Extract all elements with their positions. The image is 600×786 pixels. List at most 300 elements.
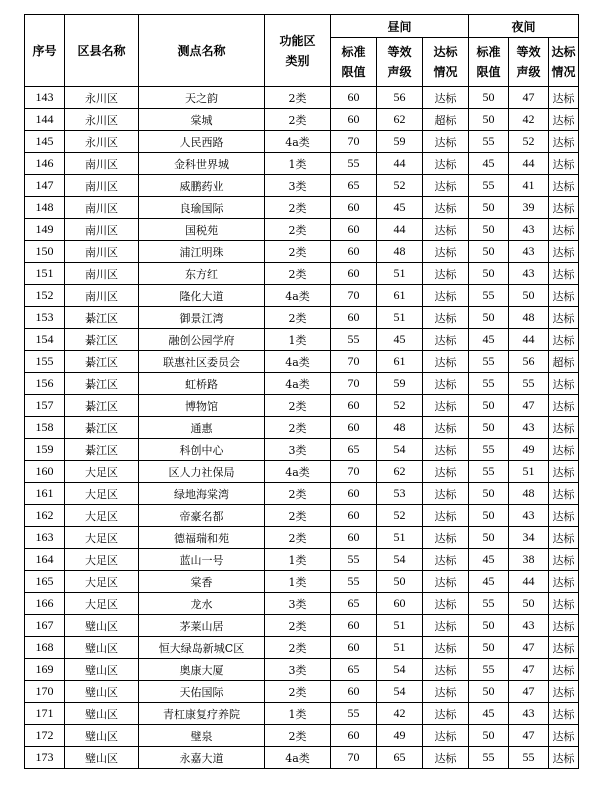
day-limit-cell: 60	[331, 197, 377, 219]
night-level-cell: 43	[509, 703, 549, 725]
district-cell: 南川区	[65, 263, 139, 285]
function-zone-cell: 2类	[265, 417, 331, 439]
day-status-cell: 达标	[423, 175, 469, 197]
function-zone-cell: 4a类	[265, 351, 331, 373]
night-limit-cell: 55	[469, 175, 509, 197]
function-zone-cell: 2类	[265, 241, 331, 263]
function-zone-cell: 2类	[265, 87, 331, 109]
site-cell: 威鹏药业	[139, 175, 265, 197]
district-cell: 綦江区	[65, 395, 139, 417]
day-status-cell: 达标	[423, 461, 469, 483]
table-row	[25, 109, 579, 131]
day-limit-cell: 60	[331, 681, 377, 703]
night-limit-cell: 50	[469, 527, 509, 549]
site-cell: 青杠康复疗养院	[139, 703, 265, 725]
night-status-cell: 达标	[549, 153, 579, 175]
night-limit-cell: 55	[469, 131, 509, 153]
table-body	[25, 87, 579, 769]
day-status-cell: 达标	[423, 527, 469, 549]
night-limit-cell: 50	[469, 263, 509, 285]
seq-cell: 152	[25, 285, 65, 307]
day-limit-cell: 60	[331, 417, 377, 439]
night-limit-cell: 45	[469, 549, 509, 571]
day-limit-cell: 60	[331, 87, 377, 109]
day-limit-cell: 60	[331, 307, 377, 329]
night-level-cell: 43	[509, 417, 549, 439]
night-level-cell: 55	[509, 747, 549, 769]
day-level-cell: 51	[377, 263, 423, 285]
function-zone-cell: 4a类	[265, 285, 331, 307]
day-status-cell: 达标	[423, 703, 469, 725]
night-level-cell: 48	[509, 483, 549, 505]
night-status-cell: 达标	[549, 87, 579, 109]
night-status-cell: 达标	[549, 417, 579, 439]
seq-cell: 163	[25, 527, 65, 549]
function-zone-cell: 4a类	[265, 373, 331, 395]
header-night-level: 等效 声级	[509, 38, 549, 87]
night-level-cell: 49	[509, 439, 549, 461]
day-status-cell: 达标	[423, 505, 469, 527]
day-status-cell: 达标	[423, 241, 469, 263]
night-limit-cell: 55	[469, 373, 509, 395]
night-level-cell: 42	[509, 109, 549, 131]
district-cell: 璧山区	[65, 747, 139, 769]
function-zone-cell: 1类	[265, 549, 331, 571]
function-zone-cell: 2类	[265, 219, 331, 241]
day-level-cell: 50	[377, 571, 423, 593]
day-limit-cell: 65	[331, 175, 377, 197]
site-cell: 浦江明珠	[139, 241, 265, 263]
function-zone-cell: 2类	[265, 109, 331, 131]
table-row	[25, 263, 579, 285]
table-row	[25, 549, 579, 571]
district-cell: 大足区	[65, 549, 139, 571]
seq-cell: 160	[25, 461, 65, 483]
site-cell: 恒大绿岛新城C区	[139, 637, 265, 659]
night-limit-cell: 50	[469, 219, 509, 241]
function-zone-cell: 3类	[265, 659, 331, 681]
district-cell: 南川区	[65, 153, 139, 175]
day-level-cell: 60	[377, 593, 423, 615]
site-cell: 天之韵	[139, 87, 265, 109]
day-level-cell: 59	[377, 131, 423, 153]
seq-cell: 173	[25, 747, 65, 769]
day-level-cell: 51	[377, 527, 423, 549]
day-limit-cell: 55	[331, 703, 377, 725]
function-zone-cell: 3类	[265, 439, 331, 461]
day-level-cell: 54	[377, 659, 423, 681]
day-status-cell: 达标	[423, 351, 469, 373]
day-status-cell: 达标	[423, 219, 469, 241]
table-row	[25, 219, 579, 241]
night-status-cell: 达标	[549, 527, 579, 549]
seq-cell: 162	[25, 505, 65, 527]
district-cell: 綦江区	[65, 439, 139, 461]
day-status-cell: 达标	[423, 329, 469, 351]
night-status-cell: 达标	[549, 571, 579, 593]
day-status-cell: 达标	[423, 615, 469, 637]
table-row	[25, 527, 579, 549]
night-status-cell: 达标	[549, 307, 579, 329]
district-cell: 大足区	[65, 593, 139, 615]
table-row	[25, 439, 579, 461]
night-limit-cell: 45	[469, 703, 509, 725]
day-status-cell: 达标	[423, 659, 469, 681]
day-level-cell: 62	[377, 461, 423, 483]
table-row	[25, 395, 579, 417]
night-limit-cell: 55	[469, 659, 509, 681]
night-level-cell: 47	[509, 681, 549, 703]
day-limit-cell: 65	[331, 659, 377, 681]
night-status-cell: 达标	[549, 395, 579, 417]
table-row	[25, 483, 579, 505]
night-level-cell: 43	[509, 263, 549, 285]
night-status-cell: 达标	[549, 593, 579, 615]
night-level-cell: 48	[509, 307, 549, 329]
day-level-cell: 45	[377, 197, 423, 219]
night-level-cell: 47	[509, 725, 549, 747]
function-zone-cell: 2类	[265, 527, 331, 549]
day-level-cell: 51	[377, 307, 423, 329]
district-cell: 璧山区	[65, 615, 139, 637]
seq-cell: 172	[25, 725, 65, 747]
header-night-limit: 标准 限值	[469, 38, 509, 87]
day-level-cell: 54	[377, 439, 423, 461]
day-status-cell: 达标	[423, 681, 469, 703]
day-level-cell: 56	[377, 87, 423, 109]
day-level-cell: 49	[377, 725, 423, 747]
header-seq: 序号	[25, 15, 65, 87]
district-cell: 璧山区	[65, 725, 139, 747]
day-limit-cell: 60	[331, 219, 377, 241]
day-level-cell: 51	[377, 615, 423, 637]
day-limit-cell: 70	[331, 285, 377, 307]
table-row	[25, 417, 579, 439]
night-status-cell: 达标	[549, 241, 579, 263]
function-zone-cell: 4a类	[265, 747, 331, 769]
function-zone-cell: 3类	[265, 175, 331, 197]
day-level-cell: 54	[377, 681, 423, 703]
district-cell: 綦江区	[65, 351, 139, 373]
function-zone-cell: 2类	[265, 307, 331, 329]
district-cell: 大足区	[65, 571, 139, 593]
night-limit-cell: 55	[469, 747, 509, 769]
table-row	[25, 329, 579, 351]
night-limit-cell: 50	[469, 87, 509, 109]
header-func-line2: 类别	[285, 53, 310, 68]
seq-cell: 149	[25, 219, 65, 241]
district-cell: 綦江区	[65, 417, 139, 439]
header-day-status: 达标 情况	[423, 38, 469, 87]
night-limit-cell: 50	[469, 395, 509, 417]
district-cell: 南川区	[65, 197, 139, 219]
district-cell: 南川区	[65, 219, 139, 241]
district-cell: 綦江区	[65, 329, 139, 351]
site-cell: 联惠社区委员会	[139, 351, 265, 373]
day-status-cell: 达标	[423, 285, 469, 307]
night-level-cell: 51	[509, 461, 549, 483]
seq-cell: 145	[25, 131, 65, 153]
night-status-cell: 达标	[549, 285, 579, 307]
seq-cell: 161	[25, 483, 65, 505]
table-row	[25, 285, 579, 307]
seq-cell: 168	[25, 637, 65, 659]
night-status-cell: 达标	[549, 109, 579, 131]
night-level-cell: 50	[509, 285, 549, 307]
seq-cell: 167	[25, 615, 65, 637]
night-limit-cell: 50	[469, 241, 509, 263]
day-status-cell: 达标	[423, 549, 469, 571]
night-limit-cell: 45	[469, 571, 509, 593]
district-cell: 大足区	[65, 505, 139, 527]
night-status-cell: 达标	[549, 637, 579, 659]
day-status-cell: 达标	[423, 307, 469, 329]
header-func-line1: 功能区	[279, 33, 316, 48]
night-level-cell: 52	[509, 131, 549, 153]
table-row	[25, 571, 579, 593]
day-limit-cell: 70	[331, 747, 377, 769]
day-status-cell: 达标	[423, 483, 469, 505]
header-site: 测点名称	[139, 15, 265, 87]
day-status-cell: 达标	[423, 373, 469, 395]
site-cell: 龙水	[139, 593, 265, 615]
header-day: 昼间	[331, 15, 469, 38]
night-level-cell: 43	[509, 505, 549, 527]
district-cell: 璧山区	[65, 703, 139, 725]
night-level-cell: 47	[509, 637, 549, 659]
table-row	[25, 175, 579, 197]
day-limit-cell: 60	[331, 637, 377, 659]
header-night: 夜间	[469, 15, 579, 38]
night-level-cell: 44	[509, 153, 549, 175]
header-night-status: 达标 情况	[549, 38, 579, 87]
night-level-cell: 38	[509, 549, 549, 571]
night-status-cell: 达标	[549, 329, 579, 351]
header-function-zone	[265, 15, 331, 87]
seq-cell: 156	[25, 373, 65, 395]
day-level-cell: 61	[377, 351, 423, 373]
seq-cell: 155	[25, 351, 65, 373]
day-level-cell: 52	[377, 175, 423, 197]
table-row	[25, 241, 579, 263]
night-status-cell: 达标	[549, 197, 579, 219]
seq-cell: 164	[25, 549, 65, 571]
site-cell: 博物馆	[139, 395, 265, 417]
night-status-cell: 超标	[549, 351, 579, 373]
night-level-cell: 43	[509, 219, 549, 241]
table-row	[25, 197, 579, 219]
function-zone-cell: 1类	[265, 571, 331, 593]
district-cell: 綦江区	[65, 373, 139, 395]
night-level-cell: 47	[509, 87, 549, 109]
day-level-cell: 44	[377, 153, 423, 175]
night-status-cell: 达标	[549, 219, 579, 241]
site-cell: 区人力社保局	[139, 461, 265, 483]
district-cell: 璧山区	[65, 659, 139, 681]
site-cell: 通惠	[139, 417, 265, 439]
site-cell: 良瑜国际	[139, 197, 265, 219]
site-cell: 蓝山一号	[139, 549, 265, 571]
district-cell: 璧山区	[65, 637, 139, 659]
table-row	[25, 593, 579, 615]
site-cell: 璧泉	[139, 725, 265, 747]
seq-cell: 143	[25, 87, 65, 109]
seq-cell: 147	[25, 175, 65, 197]
night-status-cell: 达标	[549, 703, 579, 725]
site-cell: 东方红	[139, 263, 265, 285]
seq-cell: 148	[25, 197, 65, 219]
night-status-cell: 达标	[549, 131, 579, 153]
table-row	[25, 637, 579, 659]
function-zone-cell: 2类	[265, 681, 331, 703]
seq-cell: 154	[25, 329, 65, 351]
night-status-cell: 达标	[549, 659, 579, 681]
function-zone-cell: 2类	[265, 505, 331, 527]
day-status-cell: 达标	[423, 571, 469, 593]
day-status-cell: 达标	[423, 725, 469, 747]
function-zone-cell: 1类	[265, 703, 331, 725]
seq-cell: 159	[25, 439, 65, 461]
night-limit-cell: 55	[469, 351, 509, 373]
day-status-cell: 达标	[423, 747, 469, 769]
day-limit-cell: 60	[331, 109, 377, 131]
table-row	[25, 87, 579, 109]
site-cell: 人民西路	[139, 131, 265, 153]
day-status-cell: 达标	[423, 87, 469, 109]
site-cell: 德福瑞和苑	[139, 527, 265, 549]
day-limit-cell: 60	[331, 395, 377, 417]
day-level-cell: 61	[377, 285, 423, 307]
day-limit-cell: 65	[331, 593, 377, 615]
night-level-cell: 43	[509, 241, 549, 263]
seq-cell: 153	[25, 307, 65, 329]
night-status-cell: 达标	[549, 549, 579, 571]
day-limit-cell: 60	[331, 483, 377, 505]
district-cell: 大足区	[65, 461, 139, 483]
site-cell: 棠香	[139, 571, 265, 593]
night-limit-cell: 50	[469, 197, 509, 219]
night-level-cell: 34	[509, 527, 549, 549]
district-cell: 永川区	[65, 109, 139, 131]
header-day-limit: 标准 限值	[331, 38, 377, 87]
function-zone-cell: 2类	[265, 197, 331, 219]
function-zone-cell: 2类	[265, 483, 331, 505]
day-level-cell: 62	[377, 109, 423, 131]
site-cell: 国税苑	[139, 219, 265, 241]
day-status-cell: 达标	[423, 439, 469, 461]
night-limit-cell: 50	[469, 637, 509, 659]
night-status-cell: 达标	[549, 461, 579, 483]
day-limit-cell: 55	[331, 571, 377, 593]
site-cell: 棠城	[139, 109, 265, 131]
function-zone-cell: 1类	[265, 329, 331, 351]
site-cell: 永嘉大道	[139, 747, 265, 769]
night-level-cell: 47	[509, 395, 549, 417]
day-level-cell: 48	[377, 417, 423, 439]
seq-cell: 146	[25, 153, 65, 175]
day-status-cell: 达标	[423, 417, 469, 439]
site-cell: 金科世界城	[139, 153, 265, 175]
function-zone-cell: 3类	[265, 593, 331, 615]
district-cell: 南川区	[65, 175, 139, 197]
table-row	[25, 351, 579, 373]
seq-cell: 157	[25, 395, 65, 417]
table-row	[25, 461, 579, 483]
table-row	[25, 725, 579, 747]
noise-monitoring-table	[24, 14, 579, 769]
district-cell: 永川区	[65, 87, 139, 109]
seq-cell: 169	[25, 659, 65, 681]
night-status-cell: 达标	[549, 615, 579, 637]
table-row	[25, 307, 579, 329]
day-limit-cell: 70	[331, 461, 377, 483]
table-row	[25, 659, 579, 681]
site-cell: 虹桥路	[139, 373, 265, 395]
seq-cell: 171	[25, 703, 65, 725]
function-zone-cell: 2类	[265, 263, 331, 285]
table-row	[25, 703, 579, 725]
seq-cell: 158	[25, 417, 65, 439]
seq-cell: 144	[25, 109, 65, 131]
day-level-cell: 52	[377, 395, 423, 417]
day-limit-cell: 60	[331, 615, 377, 637]
night-status-cell: 达标	[549, 725, 579, 747]
table-row	[25, 615, 579, 637]
night-status-cell: 达标	[549, 263, 579, 285]
night-status-cell: 达标	[549, 483, 579, 505]
header-district: 区县名称	[65, 15, 139, 87]
night-status-cell: 达标	[549, 439, 579, 461]
day-level-cell: 48	[377, 241, 423, 263]
district-cell: 大足区	[65, 483, 139, 505]
district-cell: 南川区	[65, 285, 139, 307]
night-limit-cell: 50	[469, 483, 509, 505]
site-cell: 融创公园学府	[139, 329, 265, 351]
day-limit-cell: 70	[331, 373, 377, 395]
day-limit-cell: 65	[331, 439, 377, 461]
night-limit-cell: 50	[469, 505, 509, 527]
night-status-cell: 达标	[549, 175, 579, 197]
function-zone-cell: 2类	[265, 615, 331, 637]
day-limit-cell: 60	[331, 241, 377, 263]
day-limit-cell: 60	[331, 725, 377, 747]
function-zone-cell: 1类	[265, 153, 331, 175]
night-level-cell: 41	[509, 175, 549, 197]
day-limit-cell: 55	[331, 549, 377, 571]
site-cell: 科创中心	[139, 439, 265, 461]
table-row	[25, 131, 579, 153]
night-limit-cell: 55	[469, 593, 509, 615]
day-limit-cell: 55	[331, 153, 377, 175]
day-level-cell: 52	[377, 505, 423, 527]
site-cell: 奥康大厦	[139, 659, 265, 681]
night-limit-cell: 45	[469, 329, 509, 351]
night-level-cell: 56	[509, 351, 549, 373]
night-status-cell: 达标	[549, 505, 579, 527]
day-status-cell: 达标	[423, 637, 469, 659]
day-level-cell: 42	[377, 703, 423, 725]
day-status-cell: 超标	[423, 109, 469, 131]
site-cell: 绿地海棠湾	[139, 483, 265, 505]
table-row	[25, 153, 579, 175]
function-zone-cell: 2类	[265, 725, 331, 747]
day-status-cell: 达标	[423, 395, 469, 417]
day-limit-cell: 60	[331, 263, 377, 285]
function-zone-cell: 4a类	[265, 131, 331, 153]
night-limit-cell: 50	[469, 109, 509, 131]
night-limit-cell: 50	[469, 615, 509, 637]
seq-cell: 150	[25, 241, 65, 263]
